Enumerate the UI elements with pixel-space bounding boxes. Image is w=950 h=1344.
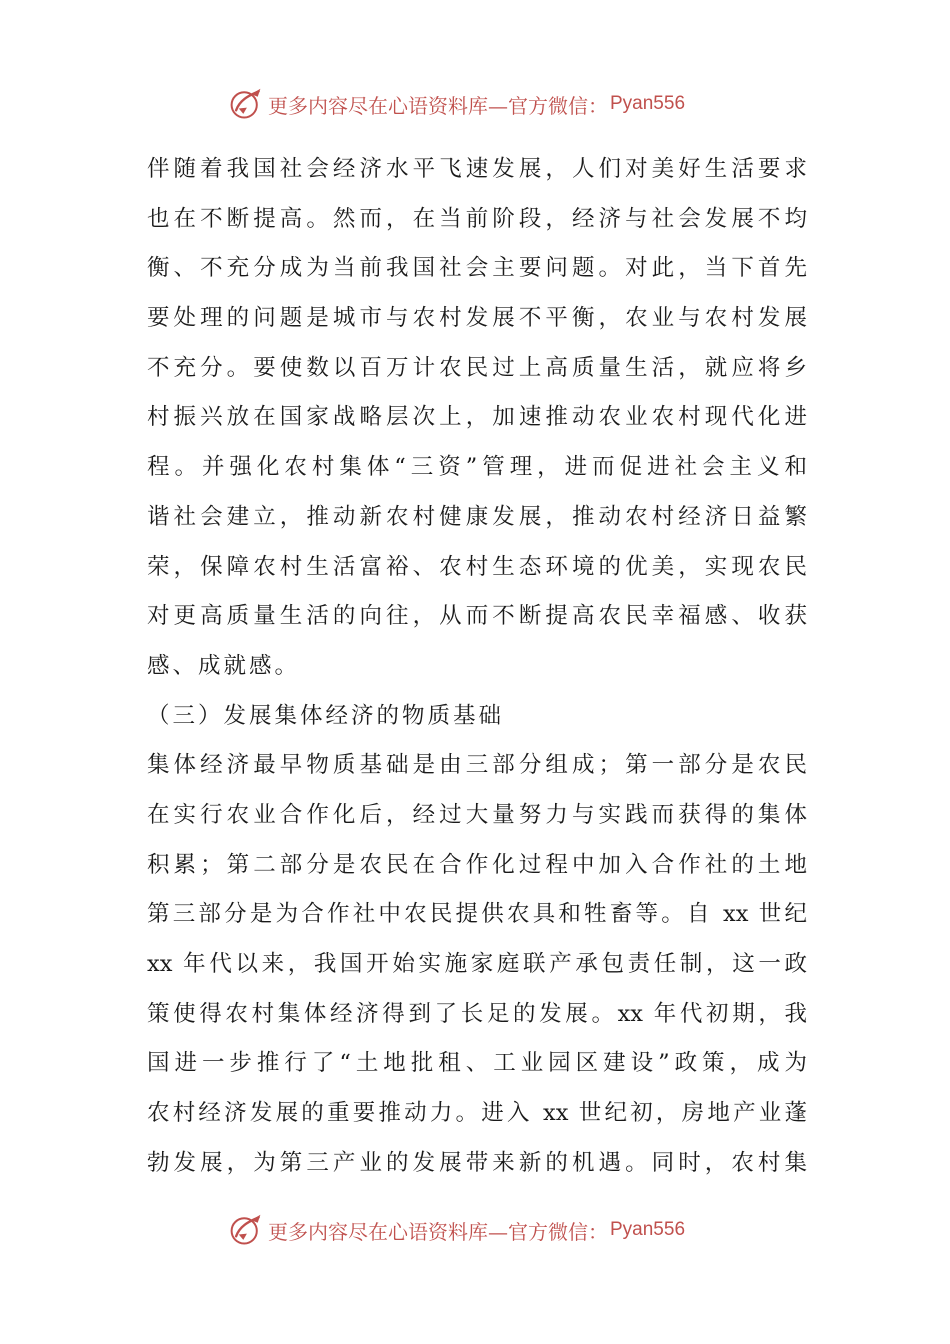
pen-logo-icon bbox=[228, 86, 264, 122]
text-line: 要处理的问题是城市与农村发展不平衡，农业与农村发展 bbox=[147, 305, 807, 332]
document-body bbox=[147, 145, 807, 1188]
text-line: 感、成就感。 bbox=[147, 652, 301, 679]
text-line: 对更高质量生活的向往，从而不断提高农民幸福感、收获 bbox=[147, 603, 807, 630]
footer-watermark bbox=[228, 1210, 685, 1250]
text-line: xx 年代以来，我国开始实施家庭联产承包责任制，这一政 bbox=[147, 951, 807, 977]
text-line: 不充分。要使数以百万计农民过上高质量生活，就应将乡 bbox=[147, 354, 807, 381]
watermark-text: 更多内容尽在心语资料库—官方微信： bbox=[268, 93, 608, 118]
text-line: 荣，保障农村生活富裕、农村生态环境的优美，实现农民 bbox=[147, 553, 807, 580]
text-line: 也在不断提高。然而，在当前阶段，经济与社会发展不均 bbox=[147, 205, 807, 232]
text-line: 村振兴放在国家战略层次上，加速推动农业农村现代化进 bbox=[147, 404, 807, 431]
text-line: 农村经济发展的重要推动力。进入 xx 世纪初，房地产业蓬 bbox=[147, 1100, 807, 1127]
text-line: 谐社会建立，推动新农村健康发展，推动农村经济日益繁 bbox=[147, 503, 807, 530]
watermark-wechat-id: Pyan556 bbox=[610, 1219, 686, 1240]
text-line: 积累；第二部分是农民在合作化过程中加入合作社的土地 bbox=[147, 851, 807, 878]
text-line: 程。并强化农村集体“三资”管理，进而促进社会主义和 bbox=[147, 454, 807, 481]
text-line: 在实行农业合作化后，经过大量努力与实践而获得的集体 bbox=[147, 801, 807, 828]
watermark-wechat-id: Pyan556 bbox=[610, 93, 686, 114]
text-line: 国进一步推行了“土地批租、工业园区建设”政策，成为 bbox=[147, 1050, 807, 1077]
pen-logo-icon bbox=[228, 1212, 264, 1248]
text-line: （三）发展集体经济的物质基础 bbox=[147, 702, 505, 729]
text-line: 勃发展，为第三产业的发展带来新的机遇。同时，农村集 bbox=[147, 1149, 807, 1176]
header-watermark bbox=[228, 84, 685, 124]
text-line: 集体经济最早物质基础是由三部分组成；第一部分是农民 bbox=[147, 752, 807, 779]
text-line: 第三部分是为合作社中农民提供农具和牲畜等。自 xx 世纪 bbox=[147, 901, 807, 928]
text-line: 伴随着我国社会经济水平飞速发展，人们对美好生活要求 bbox=[147, 156, 807, 182]
text-line: 策使得农村集体经济得到了长足的发展。xx 年代初期，我 bbox=[147, 1000, 807, 1027]
watermark-text: 更多内容尽在心语资料库—官方微信： bbox=[268, 1219, 608, 1244]
text-line: 衡、不充分成为当前我国社会主要问题。对此，当下首先 bbox=[147, 255, 807, 282]
